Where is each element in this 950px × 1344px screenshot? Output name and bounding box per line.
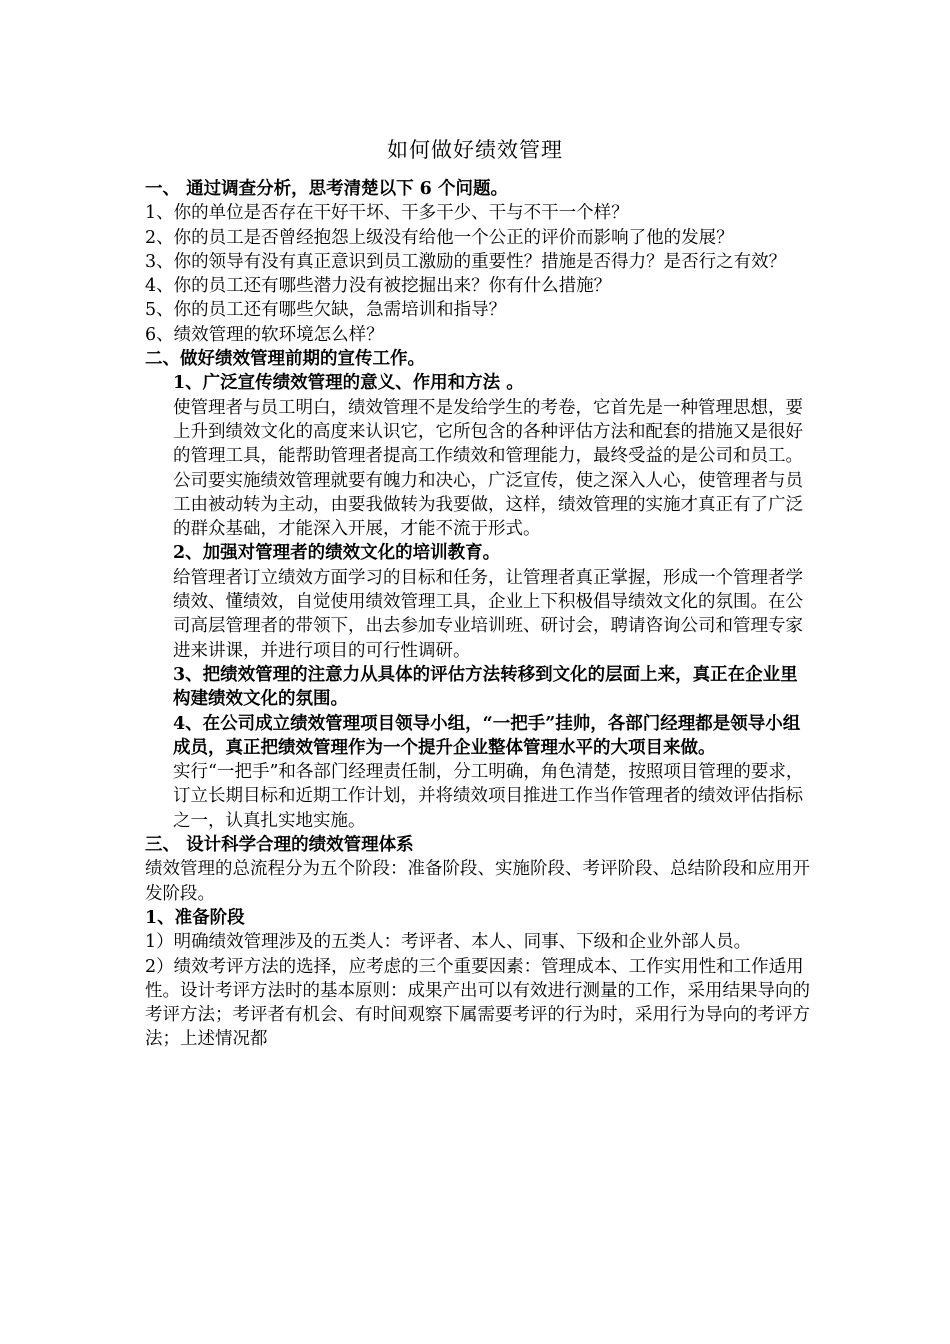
paragraph-3-intro: 绩效管理的总流程分为五个阶段：准备阶段、实施阶段、考评阶段、总结阶段和应用开发阶段。 — [145, 859, 810, 904]
section-heading-1: 一、 通过调查分析，思考清楚以下 6 个问题。 — [145, 179, 508, 199]
paragraph-3-1-1: 1）明确绩效管理涉及的五类人：考评者、本人、同事、下级和企业外部人员。 — [145, 932, 752, 953]
paragraph-2-1: 使管理者与员工明白，绩效管理不是发给学生的考卷，它首先是一种管理思想，要上升到绩效文化的高度来认识它，它所包含的各种评估方法和配套的措施又是很好的管理工具，能帮助管理者提高工作绩效和管理能力，最终受益的是公司和员工。公司要实施绩效管理就要有魄力和决心，广泛宣传，使之深入人心，使管理者与员工由被动转为主动，由要我做转为我要做，这样，绩效管理的实施才真正有了广泛的群众基础，才能深入开展，才能不流于形式。 — [173, 397, 803, 540]
paragraph-2-4: 实行“一把手”和各部门经理责任制，分工明确，角色清楚，按照项目管理的要求，订立长期目标和近期工作计划，并将绩效项目推进工作当作管理者的绩效评估指标之一，认真扎实地实施。 — [173, 762, 804, 831]
paragraph-2-2: 给管理者订立绩效方面学习的目标和任务，让管理者真正掌握，形成一个管理者学绩效、懂绩效，自觉使用绩效管理工具，企业上下积极倡导绩效文化的氛围。在公司高层管理者的带领下，出去参加专业培训班、研讨会，聘请咨询公司和管理专家进来讲课，并进行项目的可行性调研。 — [173, 567, 803, 661]
document-title: 如何做好绩效管理 — [387, 138, 563, 162]
section-heading-2: 二、做好绩效管理前期的宣传工作。 — [145, 349, 425, 370]
subheading-2-3: 3、把绩效管理的注意力从具体的评估方法转移到文化的层面上来，真正在企业里构建绩效文化的氛围。 — [173, 664, 798, 710]
question-3: 3、你的领导有没有真正意识到员工激励的重要性？措施是否得力？是否行之有效？ — [145, 251, 787, 272]
question-5: 5、你的员工还有哪些欠缺，急需培训和指导？ — [145, 300, 507, 321]
question-1: 1、你的单位是否存在干好干坏、干多干少、干与不干一个样？ — [145, 203, 629, 224]
question-2: 2、你的员工是否曾经抱怨上级没有给他一个公正的评价而影响了他的发展？ — [145, 227, 734, 248]
paragraph-3-1-2: 2）绩效考评方法的选择，应考虑的三个重要因素：管理成本、工作实用性和工作适用性。设计考评方法时的基本原则：成果产出可以有效进行测量的工作，采用结果导向的考评方法；考评者有机会、有时间观察下属需要考评的行为时，采用行为导向的考评方法；上述情况都 — [145, 956, 810, 1050]
question-6: 6、绩效管理的软环境怎么样？ — [145, 324, 384, 345]
subheading-2-1: 1、广泛宣传绩效管理的意义、作用和方法 。 — [173, 373, 524, 394]
subheading-3-1: 1、准备阶段 — [145, 907, 245, 928]
document-body — [145, 177, 813, 1052]
section-heading-3: 三、 设计科学合理的绩效管理体系 — [145, 835, 414, 856]
subheading-2-2: 2、加强对管理者的绩效文化的培训教育。 — [173, 543, 501, 564]
subheading-2-4: 4、在公司成立绩效管理项目领导小组，“一把手”挂帅，各部门经理都是领导小组成员，真正把绩效管理作为一个提升企业整体管理水平的大项目来做。 — [173, 713, 801, 758]
question-4: 4、你的员工还有哪些潜力没有被挖掘出来？你有什么措施？ — [145, 276, 612, 297]
